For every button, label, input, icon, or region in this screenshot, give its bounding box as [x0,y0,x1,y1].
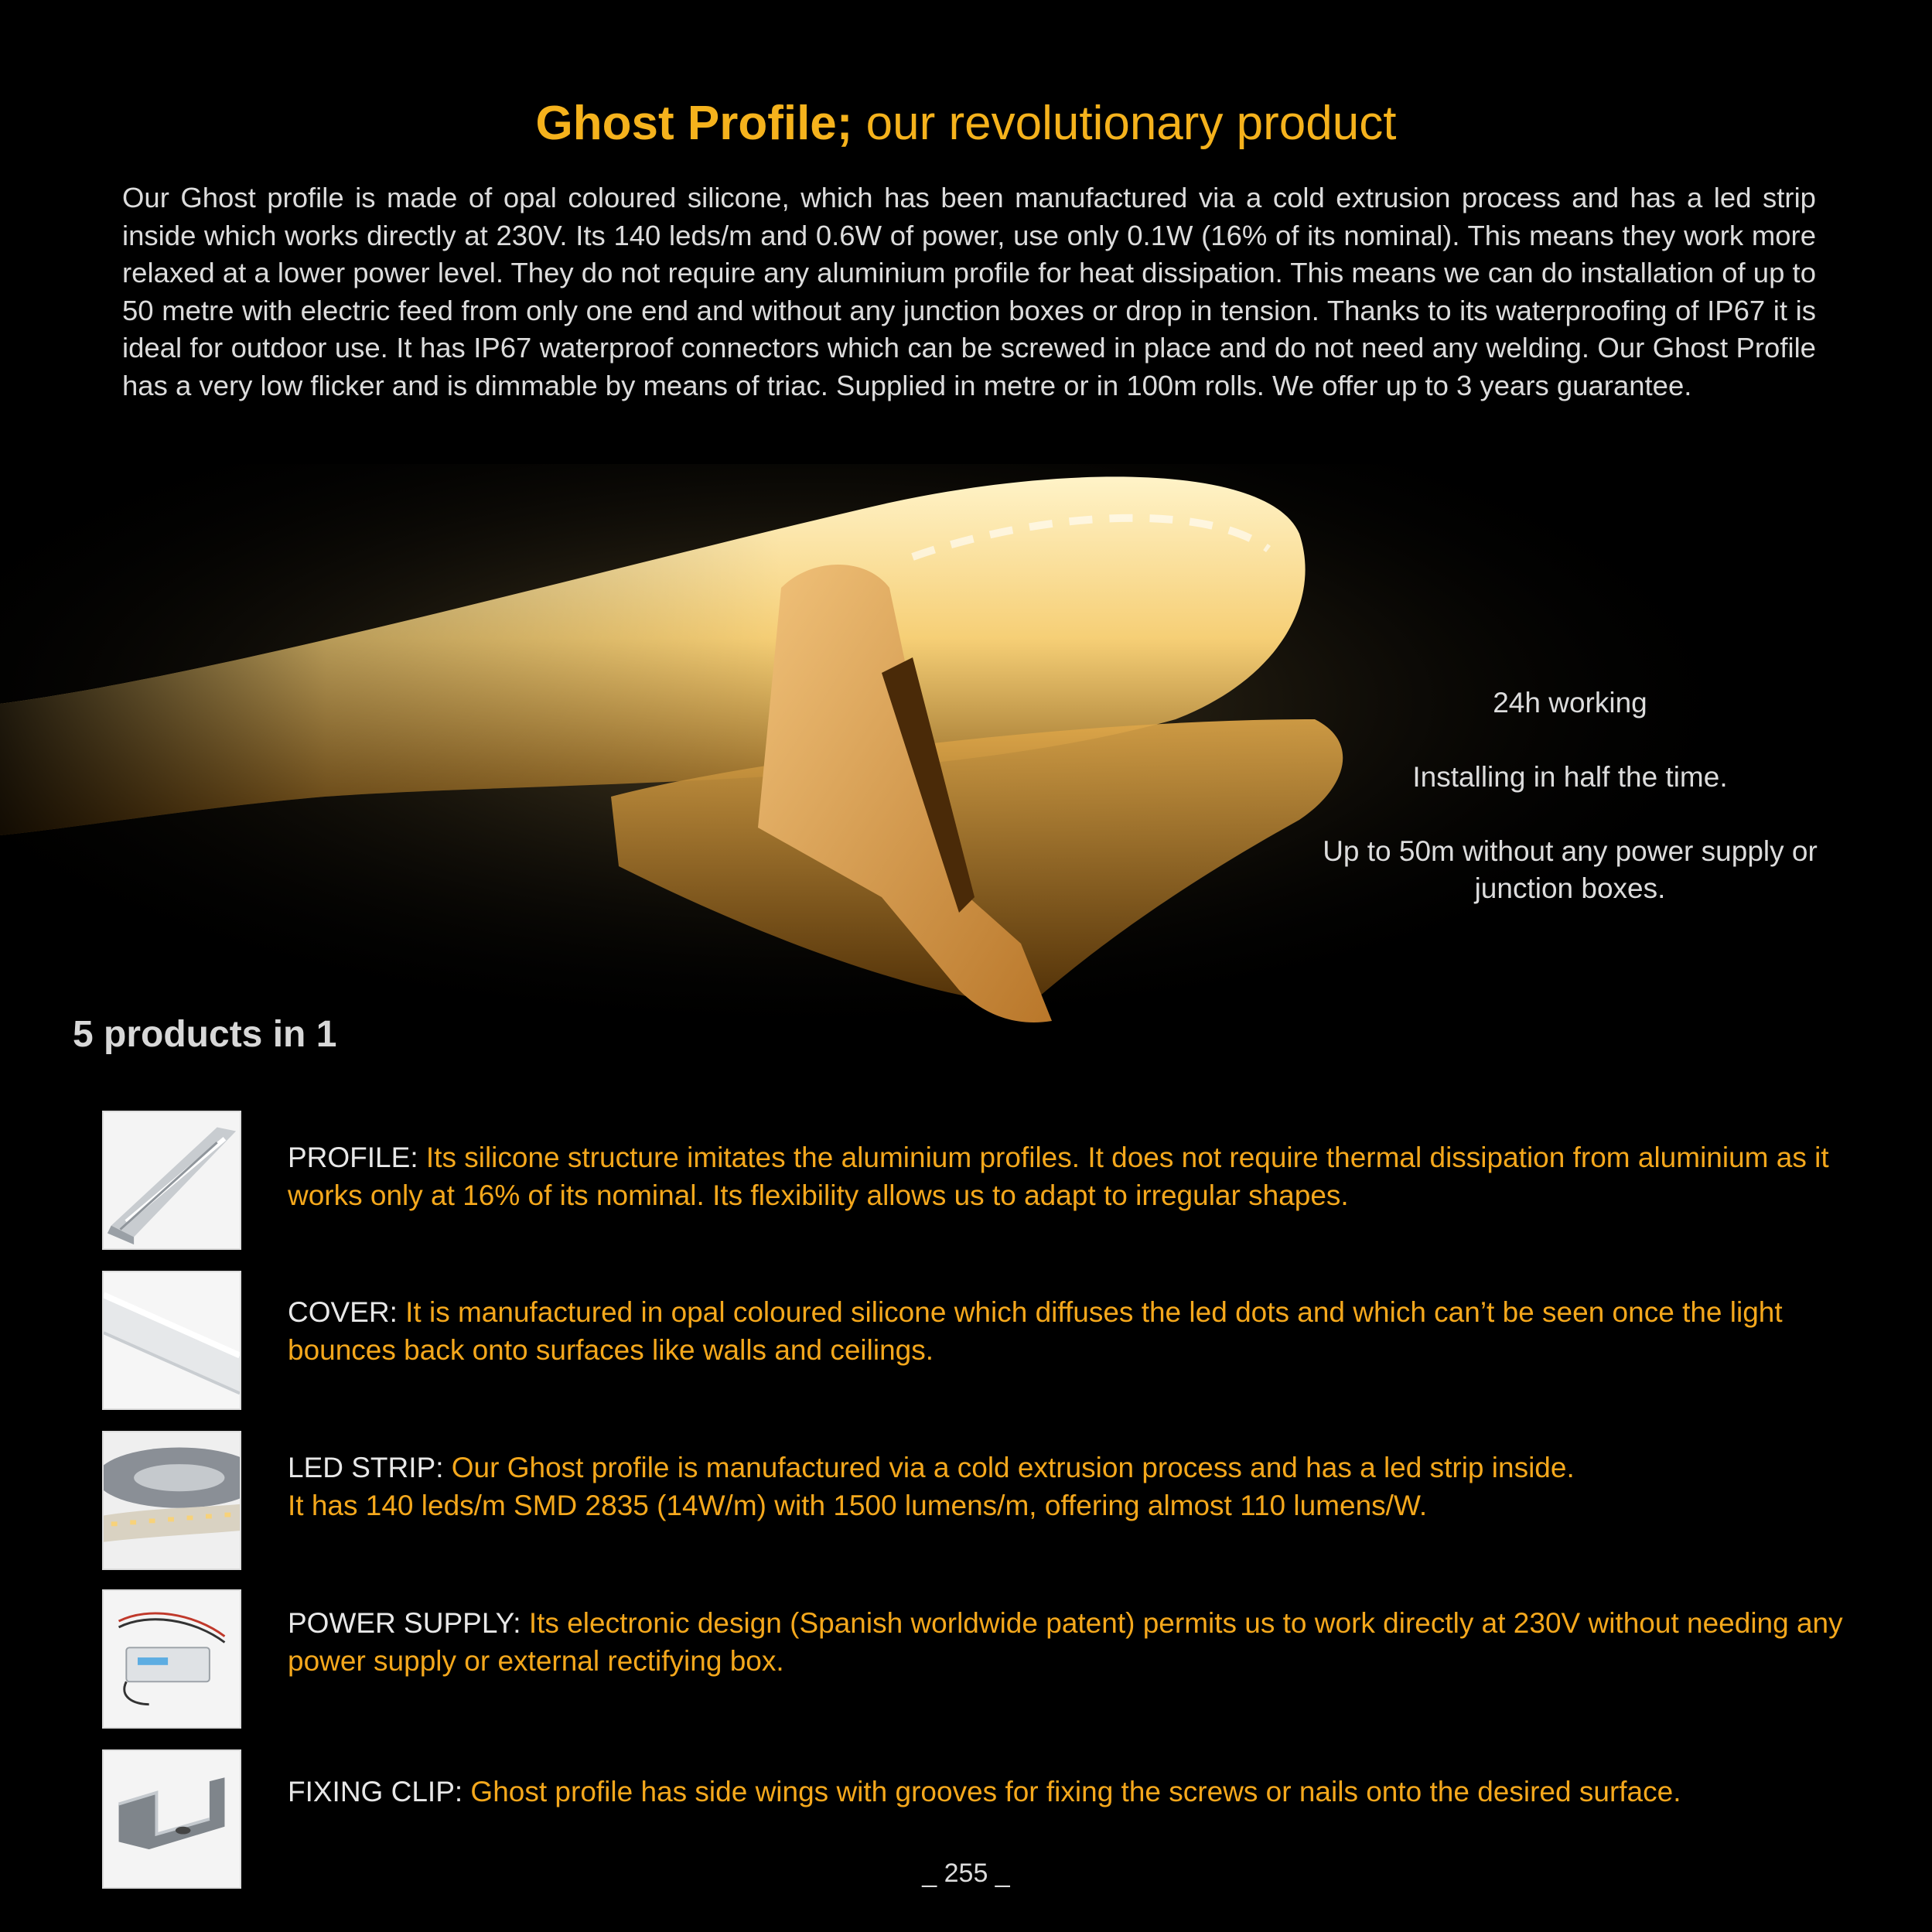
aluminium-profile-icon [102,1111,241,1250]
feature-item: Up to 50m without any power supply or junction boxes. [1323,835,1818,904]
led-strip-reel-icon [102,1431,241,1570]
feature-item: Installing in half the time. [1412,761,1728,793]
page-title [0,93,1932,155]
product-text: It is manufactured in opal coloured silicone which diffuses the led dots and which can’t be seen once the light bounces back onto surfaces like walls and ceilings. [288,1296,1783,1366]
power-supply-icon [102,1589,241,1729]
feature-list [1284,684,1856,944]
product-led-strip [288,1449,1865,1524]
product-text-2: It has 140 leds/m SMD 2835 (14W/m) with 1500 lumens/m, offering almost 110 lumens/W. [288,1490,1428,1521]
product-label: POWER SUPPLY: [288,1607,521,1639]
product-text: Its silicone structure imitates the aluminium profiles. It does not require thermal dissipation from aluminium as it works only at 16% of its nominal. Its flexibility allows us to adapt to irregular shapes. [288,1142,1829,1211]
product-text: Our Ghost profile is manufactured via a cold extrusion process and has a led strip inside. [443,1452,1575,1483]
page-number: _ 255 _ [922,1859,1010,1888]
feature-item: 24h working [1493,687,1647,719]
product-profile [288,1138,1865,1214]
product-label: LED STRIP: [288,1452,444,1483]
section-subtitle: 5 products in 1 [73,1014,337,1055]
product-text: Its electronic design (Spanish worldwide patent) permits us to work directly at 230V without needing any power supply or external rectifying box. [288,1607,1843,1677]
intro-paragraph: Our Ghost profile is made of opal coloured silicone, which has been manufactured via a cold extrusion process and has a led strip inside which works directly at 230V. Its 140 leds/m and 0.6W of power, use only 0.1W (16% of its nominal). This means they work more relaxed at a lower power level. They do not require any aluminium profile for heat dissipation. This means we can do installation of up to 50 metre with electric feed from only one end and without any junction boxes or drop in tension. Thanks to its waterproofing of IP67 it is ideal for outdoor use. It has IP67 waterproof connectors which can be screwed in place and do not need any welding. Our Ghost Profile has a very low flicker and is dimmable by means of triac. Supplied in metre or in 100m rolls. We offer up to 3 years guarantee. [122,182,1816,401]
title-bold: Ghost Profile; [535,97,853,150]
product-label: FIXING CLIP: [288,1776,463,1807]
product-label: COVER: [288,1296,398,1328]
product-power-supply [288,1604,1865,1680]
product-label: PROFILE: [288,1142,418,1173]
product-text: Ghost profile has side wings with grooves for fixing the screws or nails onto the desired surface. [463,1776,1681,1807]
product-fixing-clip [288,1773,1865,1811]
opal-cover-icon [102,1271,241,1410]
product-cover [288,1293,1865,1369]
title-rest: our revolutionary product [852,97,1397,150]
